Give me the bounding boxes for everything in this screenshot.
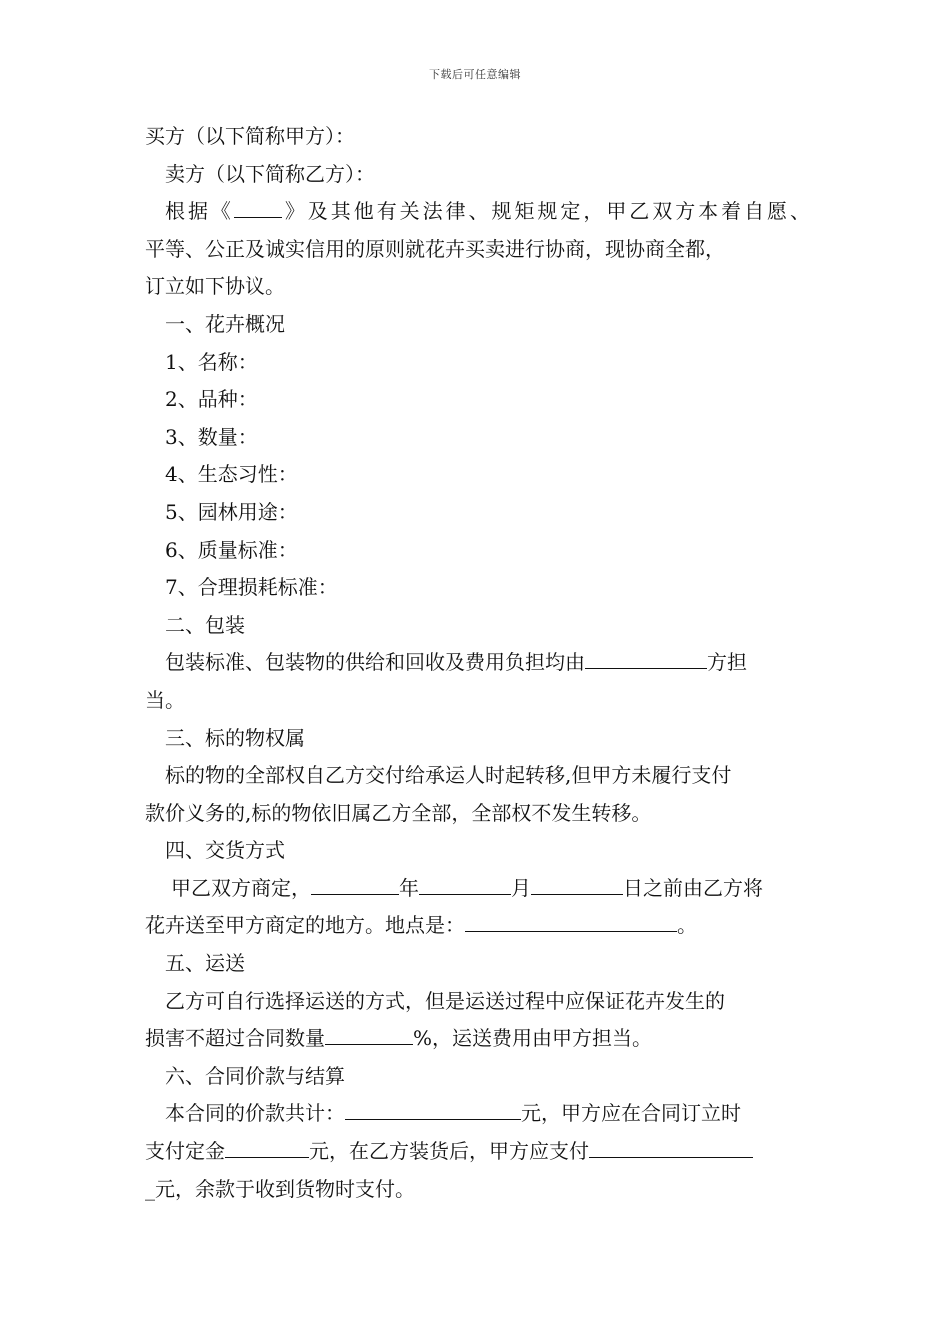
section-2-line-2: 当。: [145, 687, 185, 712]
item-quantity: 3、数量：: [165, 424, 258, 449]
year-label: 年: [399, 875, 419, 900]
payment-blank: [589, 1139, 753, 1158]
transport-text-b: %，运送费用由甲方担当。: [413, 1026, 653, 1051]
day-label: 日之前由乙方将: [623, 875, 763, 900]
deposit-text-a: 支付定金: [145, 1139, 225, 1164]
section-4-line-2: [145, 907, 810, 945]
month-blank: [419, 876, 511, 895]
deposit-text-b: 元，在乙方装货后，甲方应支付: [309, 1139, 589, 1164]
section-5-title: 五、运送: [165, 951, 245, 976]
section-3-line-1: 标的物的全部权自乙方交付给承运人时起转移,但甲方未履行支付: [165, 763, 732, 788]
section-2-title: 二、包装: [165, 612, 245, 637]
packaging-party-blank: [585, 650, 707, 669]
price-text-b: 元，甲方应在合同订立时: [521, 1101, 741, 1126]
item-name: 1、名称：: [165, 349, 258, 374]
law-name-blank: [234, 199, 282, 218]
section-6-line-2: [145, 1133, 810, 1171]
buyer-line: 买方（以下简称甲方）：: [145, 124, 355, 148]
balance-text: 元，余款于收到货物时支付。: [155, 1176, 415, 1201]
section-3-title: 三、标的物权属: [165, 725, 305, 750]
day-blank: [531, 876, 623, 895]
year-blank: [311, 876, 399, 895]
section-6-line-3: [145, 1171, 810, 1209]
loss-percent-blank: [325, 1026, 413, 1045]
delivery-place-end: 。: [677, 913, 697, 938]
place-blank: [465, 913, 677, 932]
item-garden-use: 5、园林用途：: [165, 499, 298, 524]
delivery-place-text: 花卉送至甲方商定的地方。地点是：: [145, 913, 465, 938]
section-5-line-2: [145, 1020, 810, 1058]
item-loss: 7、合理损耗标准：: [165, 575, 338, 600]
packaging-text-b: 方担: [707, 650, 747, 675]
intro-line-2: 平等、公正及诚实信用的原则就花卉买卖进行协商，现协商全都，: [145, 236, 725, 261]
total-price-blank: [345, 1101, 521, 1120]
transport-text-a: 损害不超过合同数量: [145, 1026, 325, 1051]
section-6-title: 六、合同价款与结算: [165, 1063, 345, 1088]
item-ecology: 4、生态习性：: [165, 462, 298, 487]
intro-text-b: 》及其他有关法律、规矩规定，甲乙双方本着自愿、: [281, 199, 810, 224]
item-variety: 2、品种：: [165, 387, 258, 412]
document-body: [145, 118, 810, 1208]
section-3-line-2: 款价义务的,标的物依旧属乙方全部，全部权不发生转移。: [145, 800, 652, 825]
packaging-text-a: 包装标准、包装物的供给和回收及费用负担均由: [165, 650, 585, 675]
intro-line-3: 订立如下协议。: [145, 274, 285, 299]
item-quality: 6、质量标准：: [165, 537, 298, 562]
price-text-a: 本合同的价款共计：: [165, 1101, 345, 1126]
section-5-line-1: 乙方可自行选择运送的方式，但是运送过程中应保证花卉发生的: [165, 988, 725, 1013]
section-1-title: 一、花卉概况: [165, 311, 285, 336]
deposit-blank: [225, 1139, 309, 1158]
delivery-text-a: 甲乙双方商定，: [171, 875, 311, 900]
page-header: 下载后可任意编辑: [429, 68, 521, 81]
section-4-title: 四、交货方式: [165, 838, 285, 863]
intro-line-1: [145, 193, 810, 231]
section-4-line-1: [145, 870, 810, 908]
payment-blank-tail: _: [145, 1176, 155, 1201]
month-label: 月: [511, 875, 531, 900]
section-2-line-1: [145, 644, 810, 682]
seller-line: 卖方（以下简称乙方）：: [165, 161, 375, 186]
intro-text-a: 根据《: [165, 199, 234, 224]
section-6-line-1: [145, 1095, 810, 1133]
